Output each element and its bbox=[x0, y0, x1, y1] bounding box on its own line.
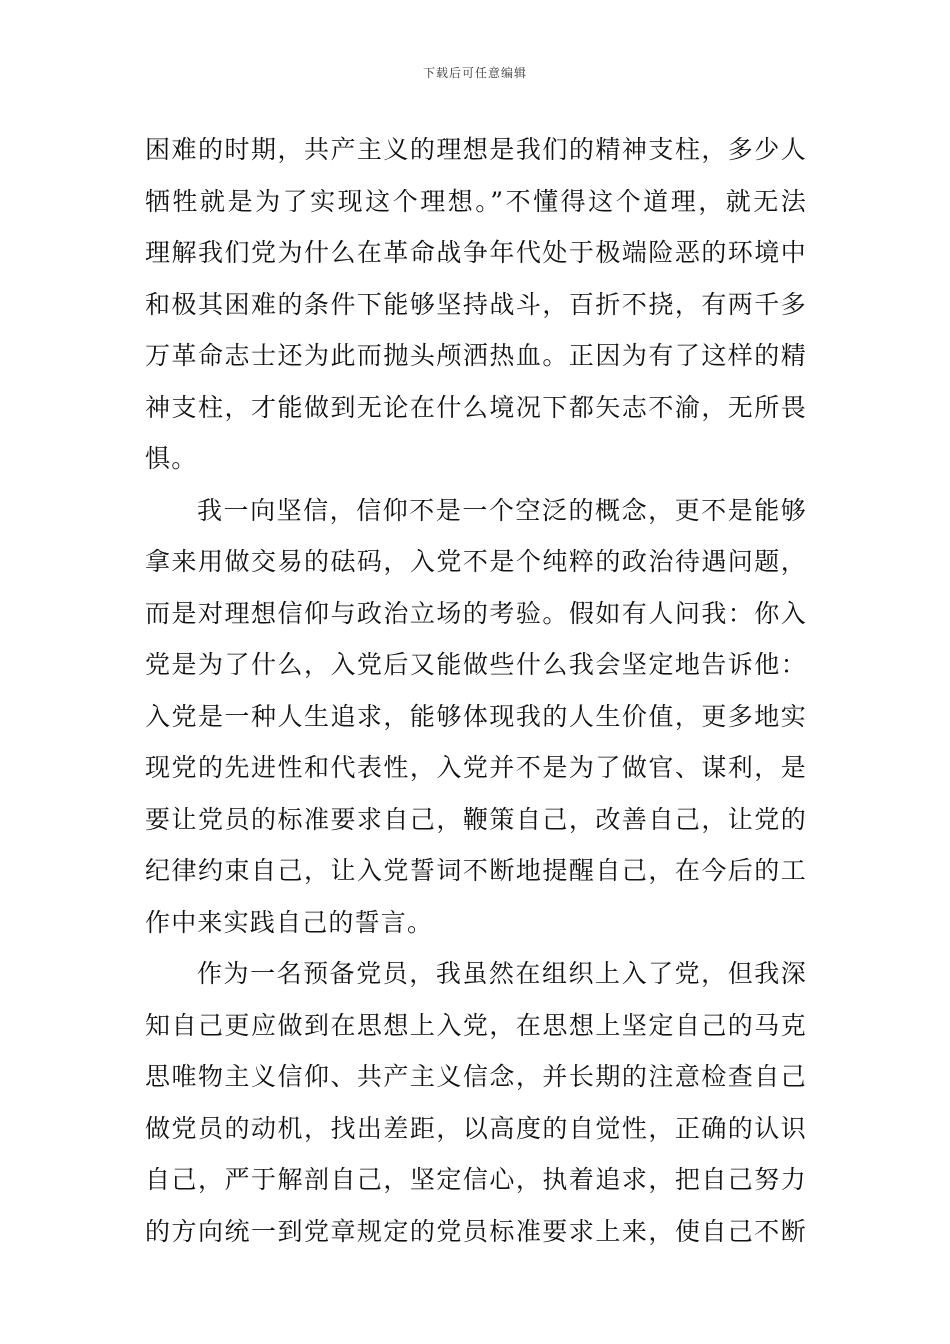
text-line: 困难的时期，共产主义的理想是我们的精神支柱，多少人 bbox=[145, 135, 807, 164]
text-line: 现党的先进性和代表性，入党并不是为了做官、谋利，是 bbox=[145, 753, 807, 782]
page-header: 下载后可任意编辑 bbox=[422, 66, 527, 80]
text-line: 入党是一种人生追求，能够体现我的人生价值，更多地实 bbox=[145, 701, 807, 731]
paragraph-first-line: 我一向坚信，信仰不是一个空泛的概念，更不是能够 bbox=[197, 495, 807, 525]
text-line: 万革命志士还为此而抛头颅洒热血。正因为有了这样的精 bbox=[145, 341, 807, 370]
text-line: 做党员的动机，找出差距，以高度的自觉性，正确的认识 bbox=[145, 1113, 807, 1143]
text-line: 而是对理想信仰与政治立场的考验。假如有人问我：你入 bbox=[145, 598, 807, 628]
text-line: 神支柱，才能做到无论在什么境况下都矢志不渝，无所畏 bbox=[145, 392, 807, 422]
text-line: 作中来实践自己的誓言。 bbox=[145, 907, 434, 937]
text-line: 的方向统一到党章规定的党员标准要求上来，使自己不断 bbox=[145, 1216, 807, 1246]
text-line: 要让党员的标准要求自己，鞭策自己，改善自己，让党的 bbox=[145, 804, 807, 834]
text-line: 惧。 bbox=[145, 444, 198, 473]
text-line: 纪律约束自己，让入党誓词不断地提醒自己，在今后的工 bbox=[145, 856, 807, 885]
text-line: 自己，严于解剖自己，坚定信心，执着追求，把自己努力 bbox=[145, 1165, 807, 1194]
text-line: 党是为了什么，入党后又能做些什么我会坚定地告诉他： bbox=[145, 650, 807, 679]
text-line: 拿来用做交易的砝码，入党不是个纯粹的政治待遇问题， bbox=[145, 547, 807, 576]
text-line: 和极其困难的条件下能够坚持战斗，百折不挠，有两千多 bbox=[145, 289, 807, 319]
text-line: 思唯物主义信仰、共产主义信念，并长期的注意检查自己 bbox=[145, 1062, 807, 1091]
body-text bbox=[145, 124, 807, 1257]
paragraph-first-line: 作为一名预备党员，我虽然在组织上入了党，但我深 bbox=[197, 959, 807, 988]
text-line: 牺牲就是为了实现这个理想。”不懂得这个道理，就无法 bbox=[145, 186, 807, 216]
text-line: 知自己更应做到在思想上入党，在思想上坚定自己的马克 bbox=[145, 1010, 807, 1040]
text-line: 理解我们党为什么在革命战争年代处于极端险恶的环境中 bbox=[145, 238, 807, 267]
